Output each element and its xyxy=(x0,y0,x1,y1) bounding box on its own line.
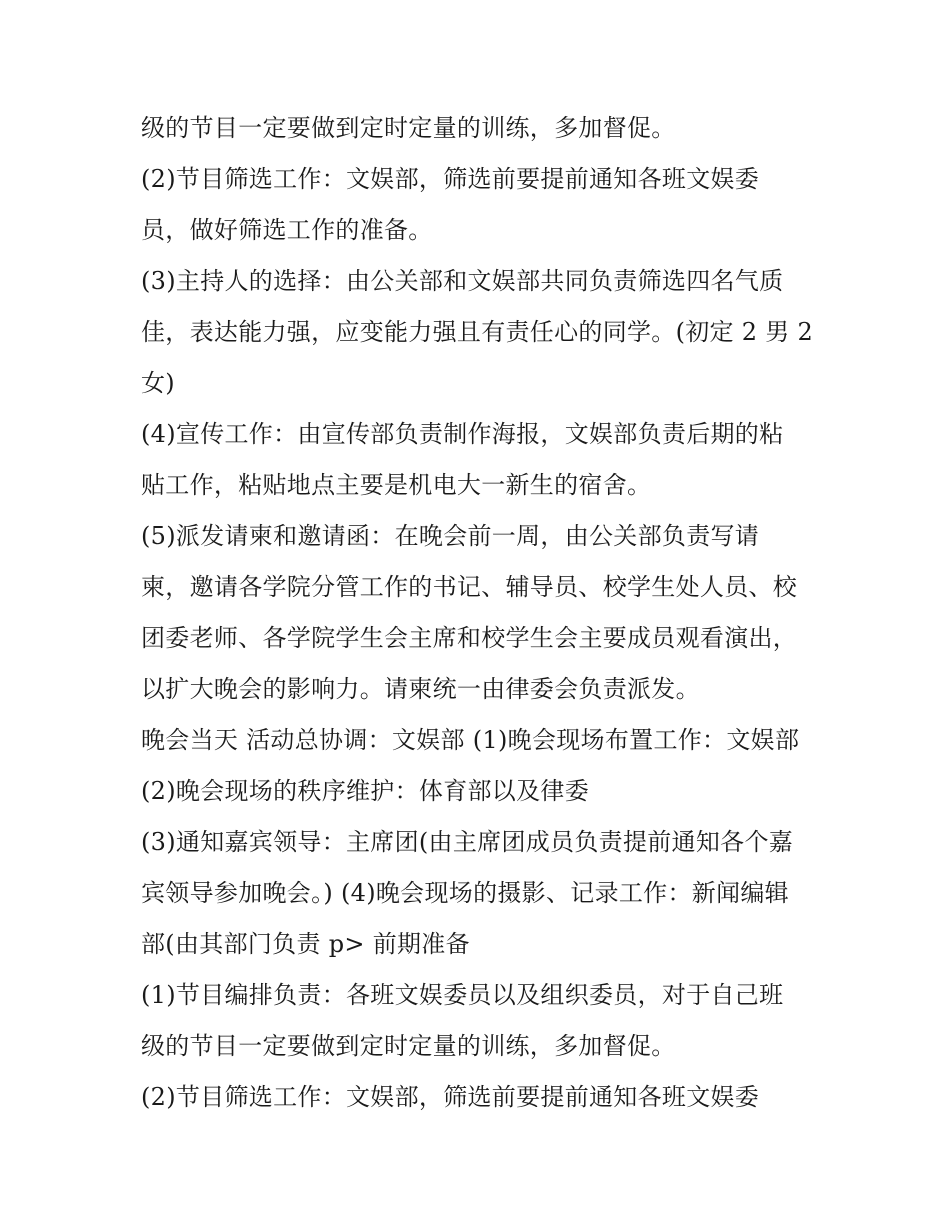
text-line: (2)节目筛选工作：文娱部，筛选前要提前通知各班文娱委 xyxy=(141,1083,760,1111)
text-line: (3)主持人的选择：由公关部和文娱部共同负责筛选四名气质 xyxy=(141,267,784,295)
text-line: 部(由其部门负责 p> 前期准备 xyxy=(141,930,470,958)
text-line: 柬，邀请各学院分管工作的书记、辅导员、校学生处人员、校 xyxy=(141,573,798,601)
text-line: 贴工作，粘贴地点主要是机电大一新生的宿舍。 xyxy=(141,471,652,499)
text-line: 级的节目一定要做到定时定量的训练，多加督促。 xyxy=(141,1032,676,1060)
text-line: 团委老师、各学院学生会主席和校学生会主要成员观看演出， xyxy=(141,624,798,652)
text-line: (5)派发请柬和邀请函：在晚会前一周，由公关部负责写请 xyxy=(141,522,760,550)
text-line: (3)通知嘉宾领导：主席团(由主席团成员负责提前通知各个嘉 xyxy=(141,828,794,856)
text-line: 女) xyxy=(141,369,175,397)
text-line: (1)节目编排负责：各班文娱委员以及组织委员，对于自己班 xyxy=(141,981,784,1009)
text-line: (2)节目筛选工作：文娱部，筛选前要提前通知各班文娱委 xyxy=(141,165,760,193)
text-line: 员，做好筛选工作的准备。 xyxy=(141,216,433,244)
text-line: (2)晚会现场的秩序维护：体育部以及律委 xyxy=(141,777,589,805)
text-line: 以扩大晚会的影响力。请柬统一由律委会负责派发。 xyxy=(141,675,700,703)
text-line: 宾领导参加晚会。) (4)晚会现场的摄影、记录工作：新闻编辑 xyxy=(141,879,789,907)
text-line: (4)宣传工作：由宣传部负责制作海报，文娱部负责后期的粘 xyxy=(141,420,784,448)
document-body xyxy=(141,103,831,1123)
text-line: 晚会当天 活动总协调：文娱部 (1)晚会现场布置工作：文娱部 xyxy=(141,726,800,754)
text-line: 佳，表达能力强，应变能力强且有责任心的同学。(初定 2 男 2 xyxy=(141,318,814,346)
text-line: 级的节目一定要做到定时定量的训练，多加督促。 xyxy=(141,114,676,142)
